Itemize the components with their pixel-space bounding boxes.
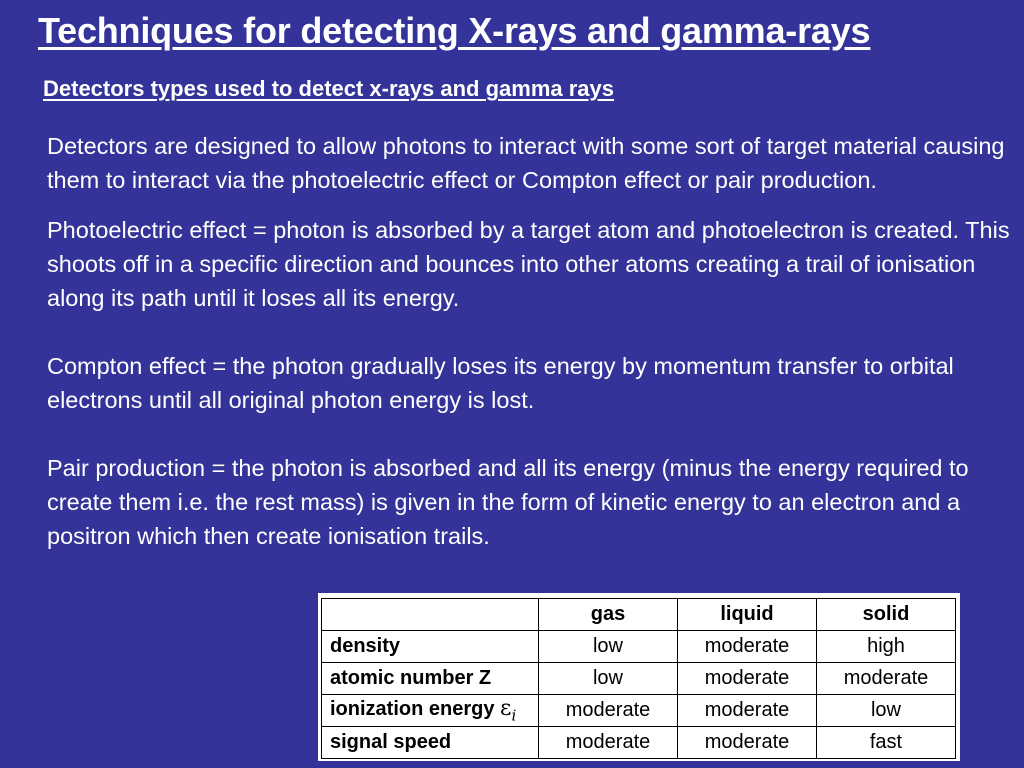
cell-ionization-gas: moderate — [539, 695, 678, 727]
paragraph-photoelectric: Photoelectric effect = photon is absorbed by a target atom and photoelectron is created. This shoots off in a specific direction and bounces into other atoms creating a trail of ionisation along its path until it loses all its energy. — [47, 217, 1010, 311]
table-row — [322, 663, 956, 695]
cell-ionization-solid: low — [817, 695, 956, 727]
paragraph-compton: Compton effect = the photon gradually loses its energy by momentum transfer to orbital electrons until all original photon energy is lost. — [47, 353, 954, 413]
epsilon-glyph: ε — [500, 696, 512, 722]
table-header-gas: gas — [539, 599, 678, 631]
table-header-corner — [322, 599, 539, 631]
slide-body — [47, 129, 1017, 553]
cell-signal-speed-liquid: moderate — [678, 727, 817, 759]
cell-ionization-liquid: moderate — [678, 695, 817, 727]
paragraph-pair-production: Pair production = the photon is absorbed and all its energy (minus the energy required to create them i.e. the rest mass) is given in the form of kinetic energy to an electron and a positron which then create ionisation trails. — [47, 455, 969, 549]
cell-density-solid: high — [817, 631, 956, 663]
properties-table — [321, 598, 956, 759]
cell-signal-speed-gas: moderate — [539, 727, 678, 759]
cell-signal-speed-solid: fast — [817, 727, 956, 759]
row-label-atomic-number: atomic number Z — [322, 663, 539, 695]
detector-properties-table — [318, 593, 960, 761]
table-header-row — [322, 599, 956, 631]
ionization-energy-label: ionization energy — [330, 698, 495, 721]
row-label-signal-speed: signal speed — [322, 727, 539, 759]
table-header-solid: solid — [817, 599, 956, 631]
table-row — [322, 727, 956, 759]
cell-atomic-number-liquid: moderate — [678, 663, 817, 695]
epsilon-symbol — [500, 696, 517, 725]
row-label-ionization-energy — [322, 695, 539, 727]
epsilon-subscript: i — [511, 706, 517, 725]
slide-title: Techniques for detecting X-rays and gamma-rays — [38, 10, 871, 51]
cell-atomic-number-gas: low — [539, 663, 678, 695]
table-header-liquid: liquid — [678, 599, 817, 631]
cell-atomic-number-solid: moderate — [817, 663, 956, 695]
slide-subtitle: Detectors types used to detect x-rays and gamma rays — [43, 76, 615, 101]
cell-density-gas: low — [539, 631, 678, 663]
table-row — [322, 695, 956, 727]
row-label-density: density — [322, 631, 539, 663]
cell-density-liquid: moderate — [678, 631, 817, 663]
paragraph-detectors: Detectors are designed to allow photons to interact with some sort of target material causing them to interact via the photoelectric effect or Compton effect or pair production. — [47, 133, 1005, 193]
table-row — [322, 631, 956, 663]
